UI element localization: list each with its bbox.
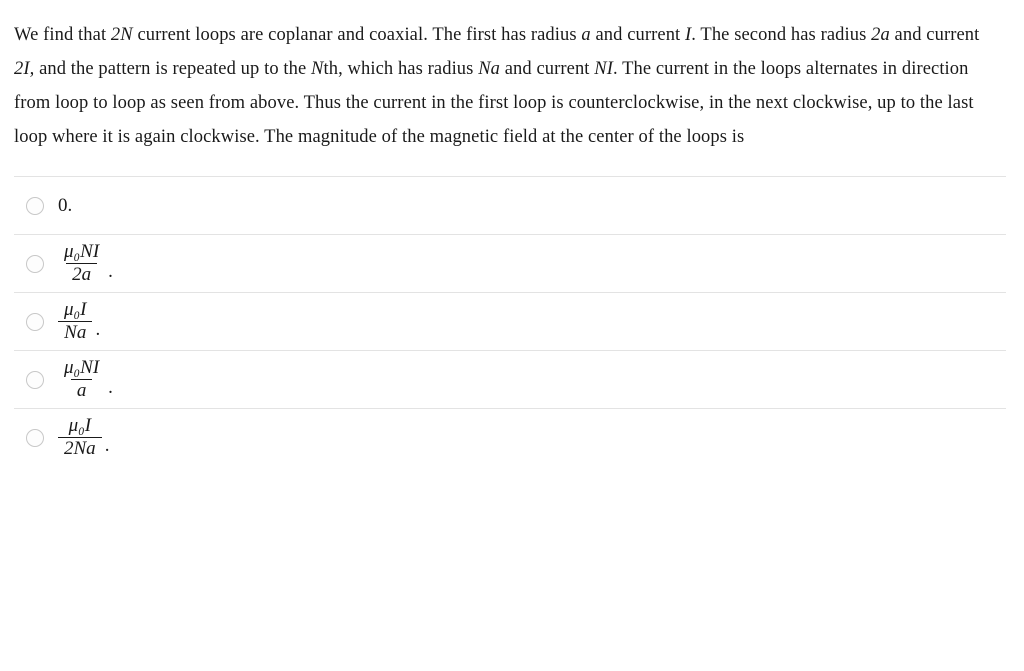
fraction-denominator-3: a (71, 379, 93, 401)
radio-button-2[interactable] (26, 313, 44, 331)
option-label-0: 0. (58, 194, 73, 216)
fraction-numerator-2: μ₀I (64, 299, 87, 321)
radio-button-3[interactable] (26, 371, 44, 389)
fraction-3 (58, 358, 105, 401)
radio-button-4[interactable] (26, 429, 44, 447)
option-trailing-punct-1: . (108, 261, 113, 283)
option-row-3[interactable] (14, 350, 1006, 408)
option-content-2 (58, 300, 100, 343)
fraction-denominator-1: 2a (66, 263, 97, 285)
option-content-4 (58, 416, 109, 459)
fraction-denominator-2: Na (58, 321, 92, 343)
option-row-0[interactable] (14, 176, 1006, 234)
fraction-4 (58, 416, 102, 459)
option-trailing-punct-4: . (104, 435, 110, 457)
fraction-numerator-3: μ₀NI (64, 357, 100, 379)
radio-button-1[interactable] (26, 255, 44, 273)
option-row-1[interactable] (14, 234, 1006, 292)
option-trailing-punct-2: . (95, 319, 101, 341)
option-row-2[interactable] (14, 292, 1006, 350)
answer-options-list (14, 176, 1006, 466)
option-row-4[interactable] (14, 408, 1006, 466)
fraction-denominator-4: 2Na (58, 437, 102, 459)
fraction-numerator-1: μ₀NI (64, 241, 100, 263)
fraction-numerator-4: μ₀I (68, 415, 92, 437)
option-trailing-punct-3: . (108, 377, 113, 399)
option-content-0 (58, 191, 72, 221)
question-text: We find that 2N current loops are coplanar and coaxial. The first has radius a and current I. The second has radius 2a and current 2I, and the pattern is repeated up to the Nth, which has radius Na and current NI. The current in the loops alternates in direction from loop to loop as seen from above. Thus the current in the first loop is counterclockwise, in the next clockwise, up to the last loop where it is again clockwise. The magnitude of the magnetic field at the center of the loops is (14, 25, 980, 147)
option-content-3 (58, 358, 113, 401)
fraction-2 (58, 300, 92, 343)
option-content-1 (58, 242, 113, 285)
fraction-1 (58, 242, 105, 285)
radio-button-0[interactable] (26, 197, 44, 215)
